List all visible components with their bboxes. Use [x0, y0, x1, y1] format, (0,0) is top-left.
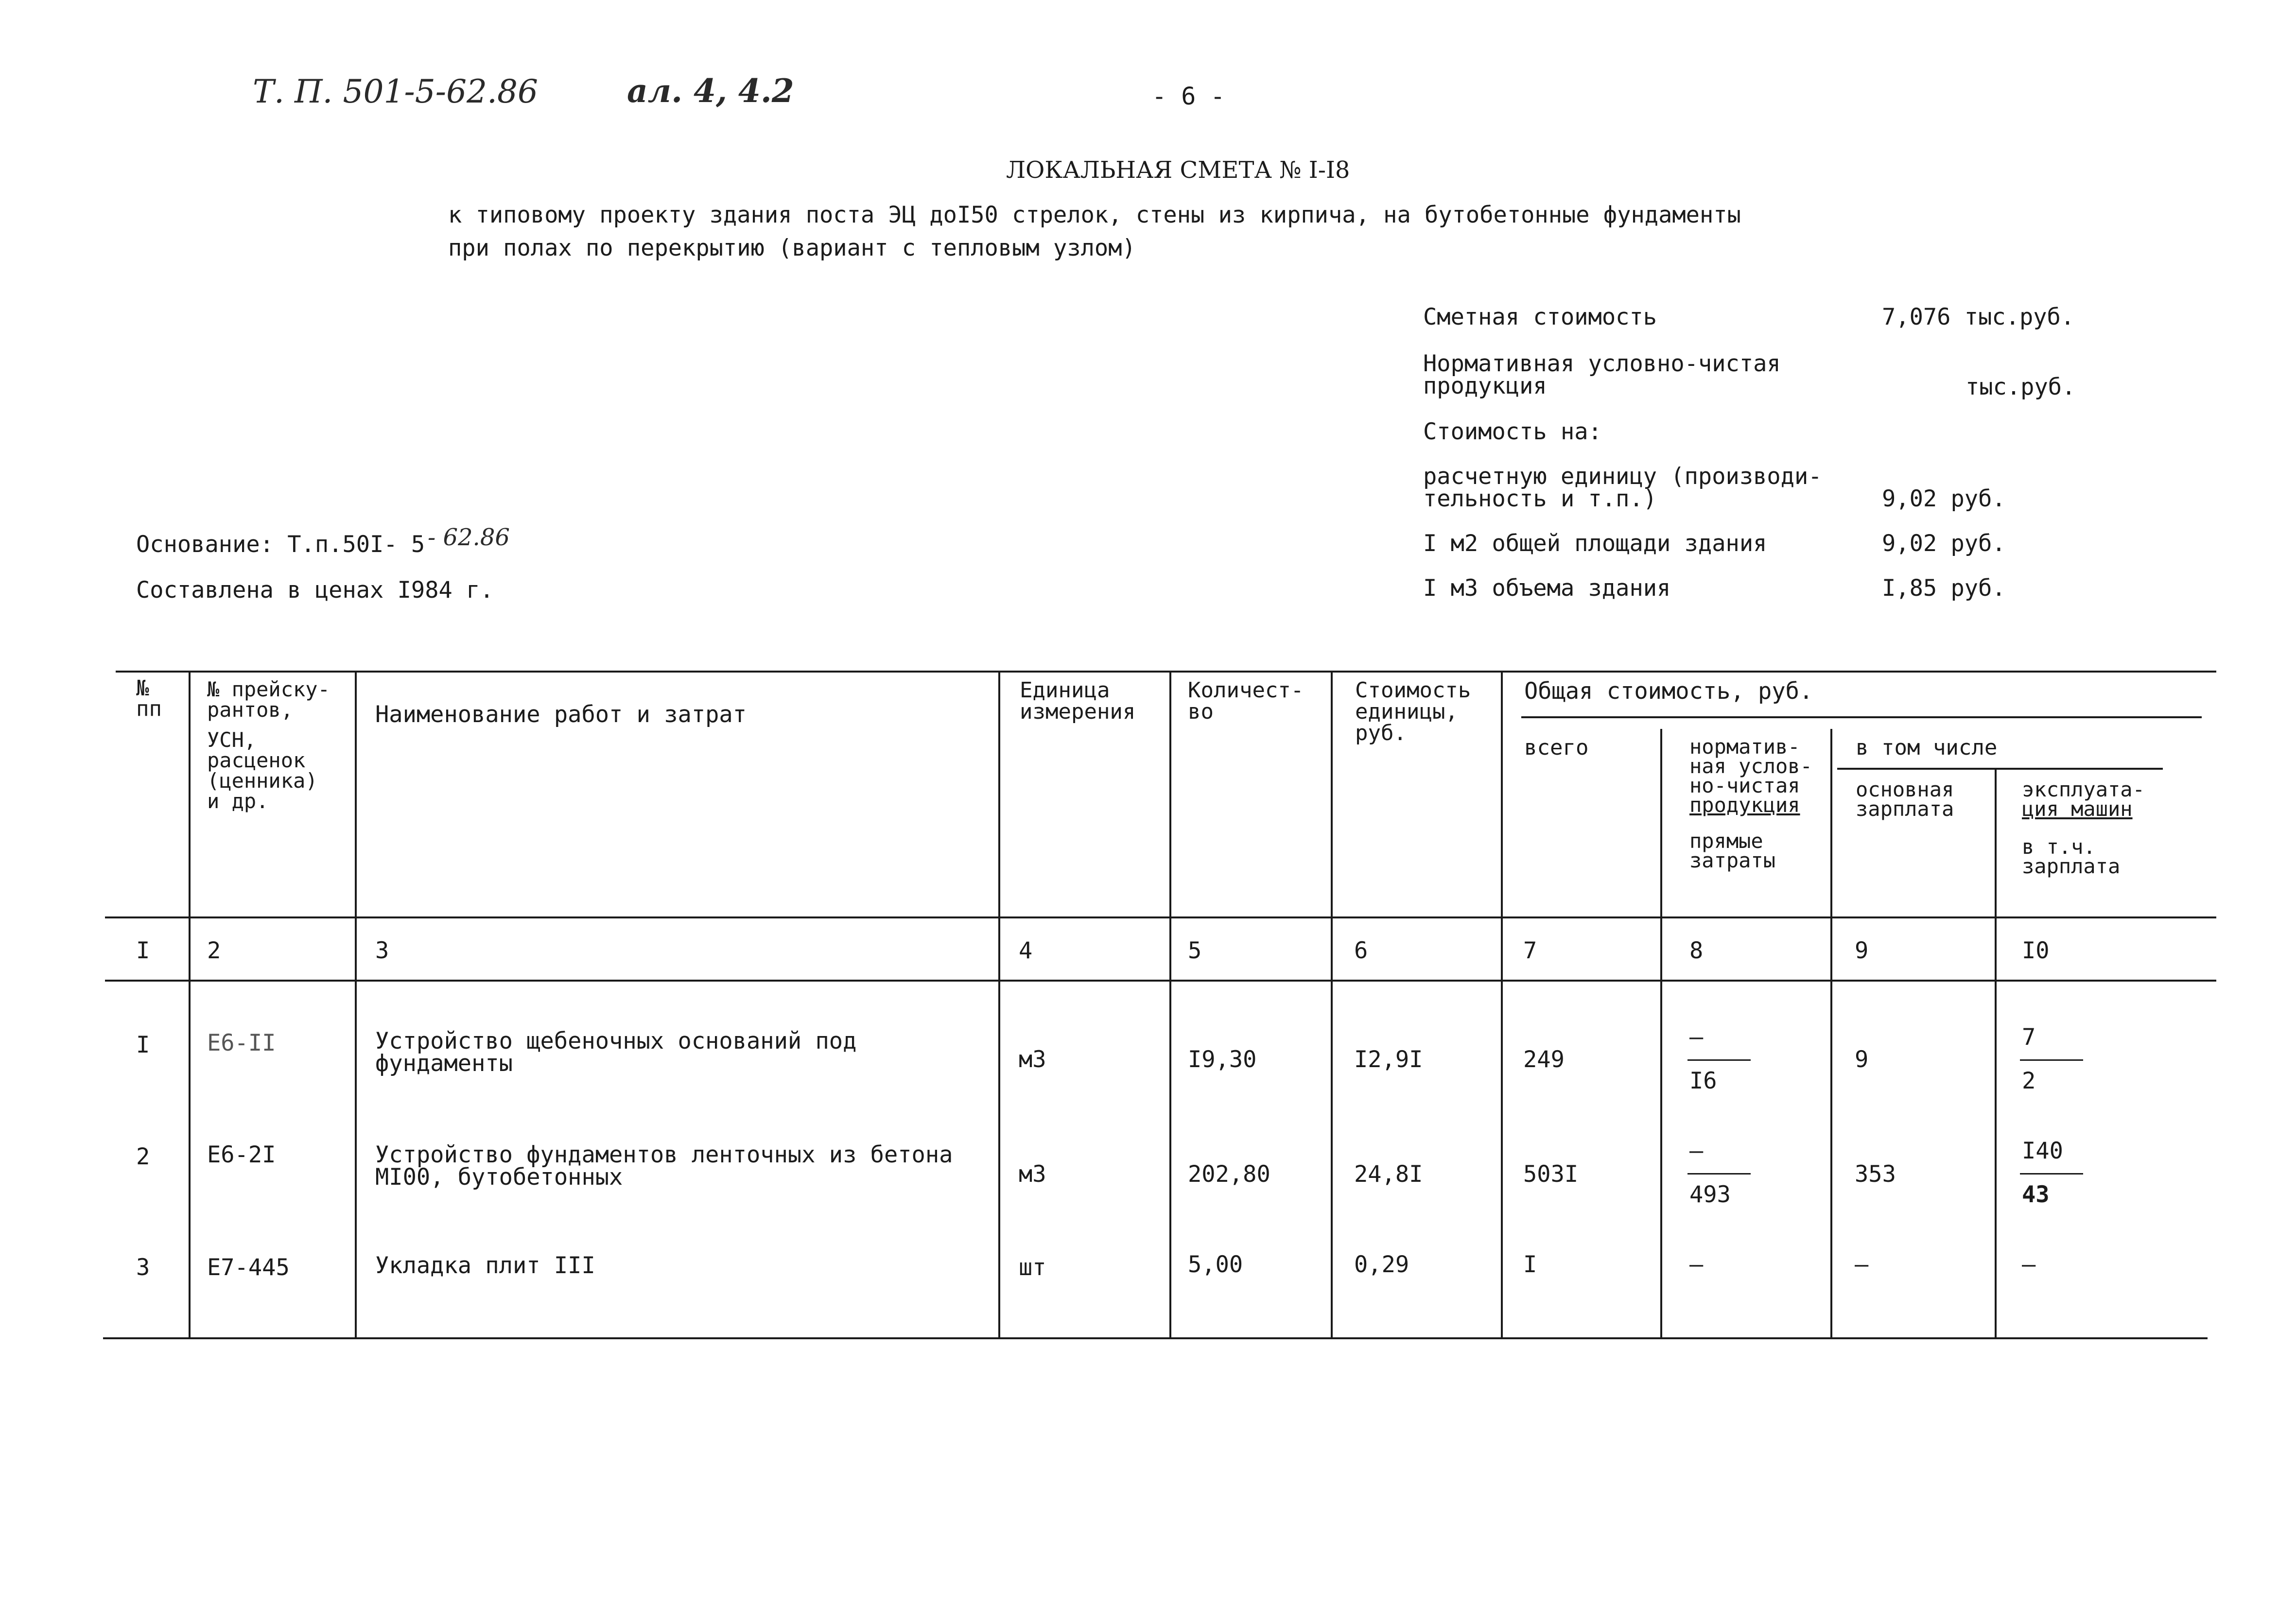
- row-unit: м3: [1019, 1046, 1046, 1073]
- header-work-name: Наименование работ и затрат: [375, 701, 747, 728]
- row-machines-fraction-bar: [2020, 1173, 2083, 1175]
- m3-cost-value: I,85 руб.: [1882, 575, 2006, 602]
- estimated-cost-label: Сметная стоимость: [1423, 304, 1657, 330]
- row-norm-top: –: [1689, 1138, 1704, 1164]
- header-norm-5: прямые: [1689, 829, 1763, 853]
- m2-cost-value: 9,02 руб.: [1882, 530, 2006, 557]
- cost-on-label: Стоимость на:: [1423, 418, 1602, 445]
- row-norm-top: –: [1689, 1251, 1704, 1278]
- estimate-subtitle-line-1: к типовому проекту здания поста ЭЦ доI50 стрелок, стены из кирпича, на бутобетонные фундаменты: [448, 202, 1741, 228]
- row-name-1: Устройство фундаментов ленточных из бетона: [375, 1141, 953, 1168]
- row-name-2: фундаменты: [375, 1050, 513, 1077]
- row-machines-bottom: 43: [2022, 1181, 2050, 1208]
- header-group-total: Общая стоимость, руб.: [1524, 678, 1813, 705]
- row-number: I: [136, 1032, 150, 1058]
- row-machines-bottom: 2: [2022, 1068, 2036, 1094]
- column-number-1: I: [136, 937, 150, 964]
- column-number-4: 4: [1019, 937, 1033, 964]
- row-code: Е6-2I: [207, 1141, 276, 1168]
- col-rule-3: [998, 671, 1000, 1337]
- row-norm-fraction-bar: [1687, 1059, 1751, 1061]
- group-total-rule: [1521, 716, 2202, 718]
- unit-cost-label-1: расчетную единицу (производи-: [1423, 463, 1822, 490]
- row-qty: 5,00: [1188, 1251, 1243, 1278]
- normative-product-value: тыс.руб.: [1966, 374, 2076, 400]
- row-price: I2,9I: [1354, 1046, 1423, 1073]
- header-code-1: № прейску-: [207, 677, 330, 701]
- row-name-1: Устройство щебеночных оснований под: [375, 1028, 857, 1054]
- column-number-10: I0: [2022, 937, 2050, 964]
- row-norm-bottom: I6: [1689, 1068, 1717, 1094]
- header-norm-4: продукция: [1689, 793, 1800, 817]
- row-machines-top: 7: [2022, 1024, 2036, 1051]
- table-bottom-rule: [103, 1337, 2208, 1339]
- col-rule-1: [189, 671, 191, 1337]
- normative-product-label-1: Нормативная условно-чистая: [1423, 350, 1781, 377]
- header-unit-2: измерения: [1020, 699, 1136, 724]
- header-no-1: №: [136, 676, 149, 701]
- header-price-1: Стоимость: [1355, 678, 1471, 703]
- row-salary: 353: [1855, 1161, 1896, 1188]
- row-price: 24,8I: [1354, 1161, 1423, 1188]
- header-salary-2: зарплата: [1856, 797, 1954, 821]
- estimated-cost-value: 7,076 тыс.руб.: [1882, 304, 2075, 330]
- row-name-1: Укладка плит III: [375, 1252, 595, 1279]
- header-unit-1: Единица: [1020, 678, 1110, 703]
- header-code-3: УСН,: [207, 728, 257, 752]
- estimate-subtitle-line-2: при полах по перекрытию (вариант с тепловым узлом): [448, 235, 1136, 261]
- row-unit: шт: [1019, 1254, 1046, 1281]
- header-machines-2: ция машин: [2022, 797, 2133, 821]
- normative-product-label-2: продукция: [1423, 373, 1547, 399]
- header-norm-3: но-чистая: [1689, 774, 1800, 797]
- handwritten-album-ref: ал. 4, 4.2: [627, 72, 794, 110]
- column-number-9: 9: [1855, 937, 1869, 964]
- row-total: 503I: [1523, 1161, 1579, 1188]
- header-price-3: руб.: [1355, 721, 1407, 745]
- page-number: - 6 -: [1152, 82, 1225, 110]
- header-no-2: пп: [136, 696, 162, 721]
- header-qty-2: во: [1188, 699, 1214, 724]
- basis-label: Основание: Т.п.50I- 5: [136, 531, 425, 558]
- col-rule-6: [1501, 671, 1503, 1337]
- col-rule-7: [1660, 729, 1662, 1337]
- column-number-7: 7: [1523, 937, 1537, 964]
- m2-cost-label: I м2 общей площади здания: [1423, 530, 1767, 557]
- header-machines-4: зарплата: [2022, 854, 2121, 878]
- group-incl-rule: [1837, 768, 2163, 770]
- column-number-3: 3: [375, 937, 389, 964]
- header-qty-1: Количест-: [1188, 678, 1304, 703]
- row-machines-top: I40: [2022, 1138, 2063, 1164]
- row-number: 3: [136, 1254, 150, 1281]
- m3-cost-label: I м3 объема здания: [1423, 575, 1671, 602]
- header-code-2: рантов,: [207, 698, 294, 722]
- estimate-heading: ЛОКАЛЬНАЯ СМЕТА № I-I8: [1006, 156, 1350, 184]
- header-total: всего: [1524, 735, 1589, 760]
- header-code-4: расценок: [207, 748, 306, 772]
- col-rule-2: [355, 671, 357, 1337]
- row-code: Е6-II: [207, 1030, 276, 1056]
- header-code-5: (ценника): [207, 769, 318, 793]
- row-norm-bottom: 493: [1689, 1181, 1731, 1208]
- header-norm-2: ная услов-: [1689, 754, 1812, 778]
- column-number-2: 2: [207, 937, 221, 964]
- handwritten-project-ref: Т. П. 501-5-62.86: [253, 73, 539, 110]
- header-norm-6: затраты: [1689, 848, 1776, 872]
- row-total: I: [1523, 1251, 1537, 1278]
- col-rule-5: [1331, 671, 1333, 1337]
- header-price-2: единицы,: [1355, 699, 1458, 724]
- unit-cost-value: 9,02 руб.: [1882, 485, 2006, 512]
- basis-handwritten-suffix: - 62.86: [428, 524, 510, 551]
- col-rule-8: [1830, 729, 1832, 1337]
- header-code-6: и др.: [207, 789, 269, 813]
- col-rule-4: [1169, 671, 1171, 1337]
- row-name-2: МI00, бутобетонных: [375, 1164, 623, 1191]
- row-salary: 9: [1855, 1046, 1869, 1073]
- prices-year-line: Составлена в ценах I984 г.: [136, 577, 494, 604]
- table-top-rule: [116, 671, 2216, 673]
- header-machines-1: эксплуата-: [2022, 778, 2145, 801]
- column-number-6: 6: [1354, 937, 1368, 964]
- column-number-5: 5: [1188, 937, 1202, 964]
- header-group-incl: в том числе: [1856, 735, 1998, 760]
- row-qty: I9,30: [1188, 1046, 1257, 1073]
- row-qty: 202,80: [1188, 1161, 1270, 1188]
- row-machines-top: –: [2022, 1251, 2036, 1278]
- unit-cost-label-2: тельность и т.п.): [1423, 485, 1657, 512]
- column-number-8: 8: [1689, 937, 1704, 964]
- header-salary-1: основная: [1856, 778, 1954, 801]
- row-norm-top: –: [1689, 1024, 1704, 1051]
- column-numbers-rule: [105, 980, 2216, 982]
- row-salary: –: [1855, 1251, 1869, 1278]
- row-total: 249: [1523, 1046, 1565, 1073]
- row-norm-fraction-bar: [1687, 1173, 1751, 1175]
- header-machines-3: в т.ч.: [2022, 835, 2096, 859]
- row-code: Е7-445: [207, 1254, 290, 1281]
- row-unit: м3: [1019, 1161, 1046, 1188]
- row-number: 2: [136, 1143, 150, 1170]
- row-price: 0,29: [1354, 1251, 1409, 1278]
- row-machines-fraction-bar: [2020, 1059, 2083, 1061]
- header-bottom-rule: [105, 916, 2216, 918]
- header-norm-1: норматив-: [1689, 735, 1800, 759]
- col-rule-9: [1995, 770, 1997, 1337]
